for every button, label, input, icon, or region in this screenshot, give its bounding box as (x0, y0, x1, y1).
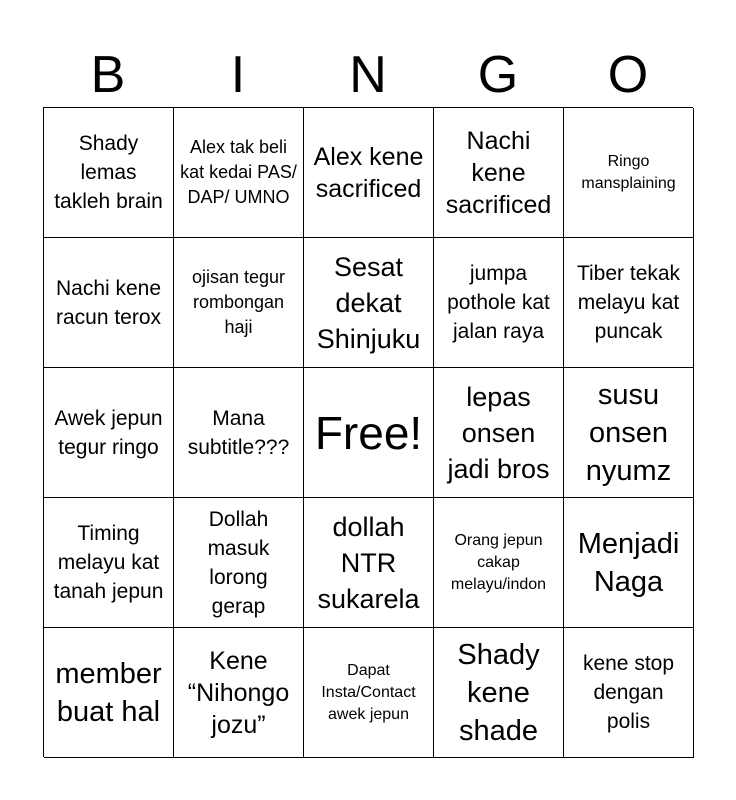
bingo-cell-r1c3[interactable] (304, 108, 434, 238)
bingo-cell-r3c1[interactable] (44, 368, 174, 498)
bingo-cell-r2c4[interactable] (434, 238, 564, 368)
cell-text: kene stop dengan polis (582, 652, 675, 733)
bingo-cell-r5c2[interactable] (174, 628, 304, 758)
bingo-header (43, 42, 693, 108)
bingo-cell-r3c3-free[interactable] (304, 368, 434, 498)
header-letter-b: B (90, 46, 126, 104)
cell-text: Awek jepun tegur ringo (54, 406, 163, 459)
cell-text: Timing melayu kat tanah jepun (53, 522, 164, 603)
cell-text: Tiber tekak melayu kat puncak (576, 262, 681, 343)
header-letter-o: O (607, 46, 649, 104)
bingo-cell-r1c5[interactable] (564, 108, 694, 238)
free-space-text: Free! (314, 406, 423, 459)
bingo-cell-r5c1[interactable] (44, 628, 174, 758)
bingo-grid (43, 107, 693, 757)
cell-text: Alex kene sacrificed (313, 142, 424, 203)
cell-text: Dollah masuk lorong gerap (207, 507, 270, 618)
bingo-cell-r4c2[interactable] (174, 498, 304, 628)
cell-text: Nachi kene sacrificed (445, 126, 552, 219)
cell-text: Mana subtitle??? (187, 406, 290, 459)
bingo-cell-r5c3[interactable] (304, 628, 434, 758)
bingo-cell-r2c1[interactable] (44, 238, 174, 368)
bingo-cell-r4c1[interactable] (44, 498, 174, 628)
bingo-cell-r3c5[interactable] (564, 368, 694, 498)
bingo-cell-r5c4[interactable] (434, 628, 564, 758)
cell-text: Sesat dekat Shinjuku (316, 251, 421, 354)
cell-text: ojisan tegur rombongan haji (191, 267, 286, 337)
bingo-cell-r4c3[interactable] (304, 498, 434, 628)
bingo-cell-r1c1[interactable] (44, 108, 174, 238)
cell-text: Orang jepun cakap melayu/indon (450, 531, 547, 593)
header-letter-g: G (477, 46, 519, 104)
bingo-cell-r2c3[interactable] (304, 238, 434, 368)
bingo-cell-r5c5[interactable] (564, 628, 694, 758)
bingo-cell-r3c2[interactable] (174, 368, 304, 498)
cell-text: member buat hal (55, 657, 162, 728)
cell-text: jumpa pothole kat jalan raya (447, 262, 550, 343)
cell-text: Kene “Nihongo jozu” (187, 646, 290, 739)
cell-text: Nachi kene racun terox (55, 276, 162, 329)
bingo-cell-r2c2[interactable] (174, 238, 304, 368)
cell-text: Alex tak beli kat kedai PAS/ DAP/ UMNO (180, 137, 297, 207)
bingo-cell-r1c2[interactable] (174, 108, 304, 238)
bingo-cell-r2c5[interactable] (564, 238, 694, 368)
cell-text: Dapat Insta/Contact awek jepun (321, 661, 416, 723)
cell-text: Ringo mansplaining (581, 152, 676, 192)
cell-text: dollah NTR sukarela (317, 511, 420, 614)
bingo-cell-r3c4[interactable] (434, 368, 564, 498)
cell-text: Shady kene shade (457, 638, 540, 747)
bingo-cell-r4c4[interactable] (434, 498, 564, 628)
cell-text: lepas onsen jadi bros (447, 381, 550, 484)
header-letter-n: N (349, 46, 387, 104)
cell-text: Menjadi Naga (577, 527, 680, 598)
cell-text: susu onsen nyumz (585, 378, 672, 487)
bingo-cell-r4c5[interactable] (564, 498, 694, 628)
cell-text: Shady lemas takleh brain (54, 132, 163, 213)
bingo-cell-r1c4[interactable] (434, 108, 564, 238)
header-letter-i: I (230, 46, 246, 104)
